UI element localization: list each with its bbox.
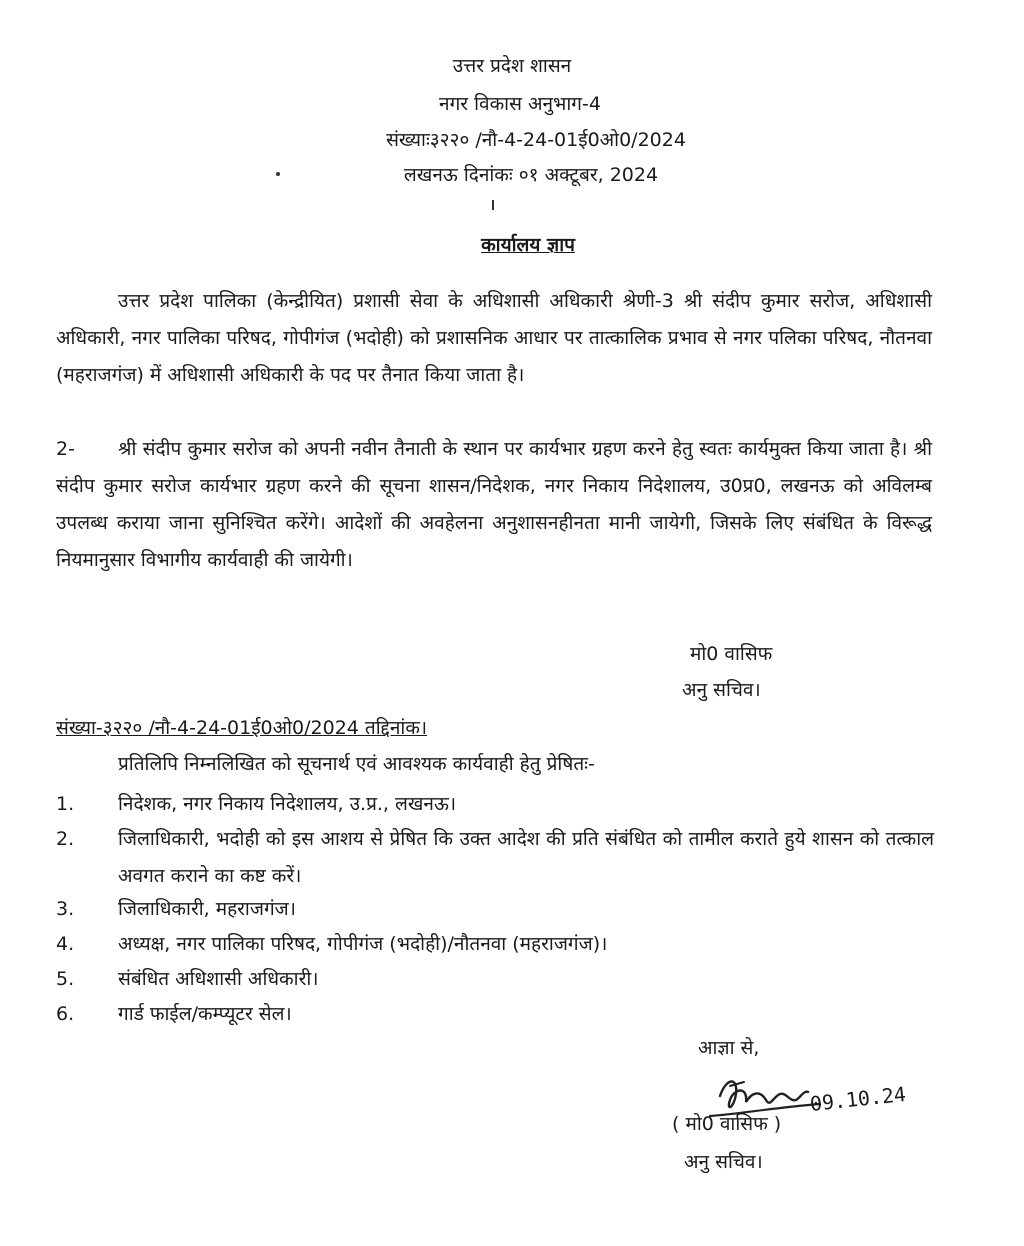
paragraph-1	[56, 283, 932, 394]
copy-item-number: 2.	[56, 828, 75, 850]
signature-date: 09.10.24	[808, 1081, 908, 1116]
copy-item-text: अध्यक्ष, नगर पालिका परिषद, गोपीगंज (भदोही)/नौतनवा (महराजगंज)।	[118, 933, 608, 955]
government-heading: उत्तर प्रदेश शासन	[452, 55, 572, 77]
copy-item-text: जिलाधिकारी, भदोही को इस आशय से प्रेषित कि उक्त आदेश की प्रति संबंधित को तामील कराते हुये शासन को तत्काल अवगत कराने का कष्ट करें।	[118, 828, 934, 887]
signatory-name: ( मो0 वासिफ )	[672, 1113, 782, 1135]
reference-number: संख्याः३२२० /नौ-4-24-01ई0ओ0/2024	[386, 129, 686, 151]
copy-item-text: गार्ड फाईल/कम्प्यूटर सेल।	[118, 1003, 292, 1025]
copy-item-number: 4.	[56, 933, 75, 955]
place-date: लखनऊ दिनांकः ०१ अक्टूबर, 2024	[403, 164, 659, 186]
paragraph-2	[56, 431, 932, 579]
scan-mark	[492, 200, 494, 210]
signatory-designation: अनु सचिव।	[684, 1151, 763, 1173]
copy-item-text: निदेशक, नगर निकाय निदेशालय, उ.प्र., लखनऊ।	[118, 793, 457, 815]
signatory-name: मो0 वासिफ	[690, 643, 773, 665]
by-order-text: आज्ञा से,	[698, 1037, 760, 1059]
copy-item-number: 5.	[56, 968, 75, 990]
copy-item-text: संबंधित अधिशासी अधिकारी।	[118, 968, 319, 990]
copy-item-number: 1.	[56, 793, 75, 815]
copy-item-number: 6.	[56, 1003, 75, 1025]
signatory-designation: अनु सचिव।	[682, 679, 761, 701]
paragraph-1-text: उत्तर प्रदेश पालिका (केन्द्रीयित) प्रशासी सेवा के अधिशासी अधिकारी श्रेणी-3 श्री संदीप कुमार सरोज, अधिशासी अधिकारी, नगर पालिका परिषद, गोपीगंज (भदोही) को प्रशासनिक आधार पर तात्कालिक प्रभाव से नगर पलिका परिषद, नौतनवा (महराजगंज) में अधिशासी अधिकारी के पद पर तैनात किया जाता है।	[56, 290, 932, 386]
paragraph-2-number: 2-	[56, 438, 75, 460]
copy-intro: प्रतिलिपि निम्नलिखित को सूचनार्थ एवं आवश्यक कार्यवाही हेतु प्रेषितः-	[118, 753, 595, 775]
copy-reference: संख्या-३२२० /नौ-4-24-01ई0ओ0/2024 तद्दिनांक।	[56, 717, 428, 739]
copy-item-number: 3.	[56, 898, 75, 920]
paragraph-2-text: श्री संदीप कुमार सरोज को अपनी नवीन तैनाती के स्थान पर कार्यभार ग्रहण करने हेतु स्वतः कार्यमुक्त किया जाता है। श्री संदीप कुमार सरोज कार्यभार ग्रहण करने की सूचना शासन/निदेशक, नगर निकाय निदेशालय, उ0प्र0, लखनऊ को अविलम्ब उपलब्ध कराया जाना सुनिश्चित करेंगे। आदेशों की अवहेलना अनुशासनहीनता मानी जायेगी, जिसके लिए संबंधित के विरूद्ध नियमानुसार विभागीय कार्यवाही की जायेगी।	[56, 438, 932, 571]
department-heading: नगर विकास अनुभाग-4	[439, 93, 601, 115]
copy-item-text: जिलाधिकारी, महराजगंज।	[118, 898, 296, 920]
memo-title: कार्यालय ज्ञाप	[481, 234, 575, 256]
